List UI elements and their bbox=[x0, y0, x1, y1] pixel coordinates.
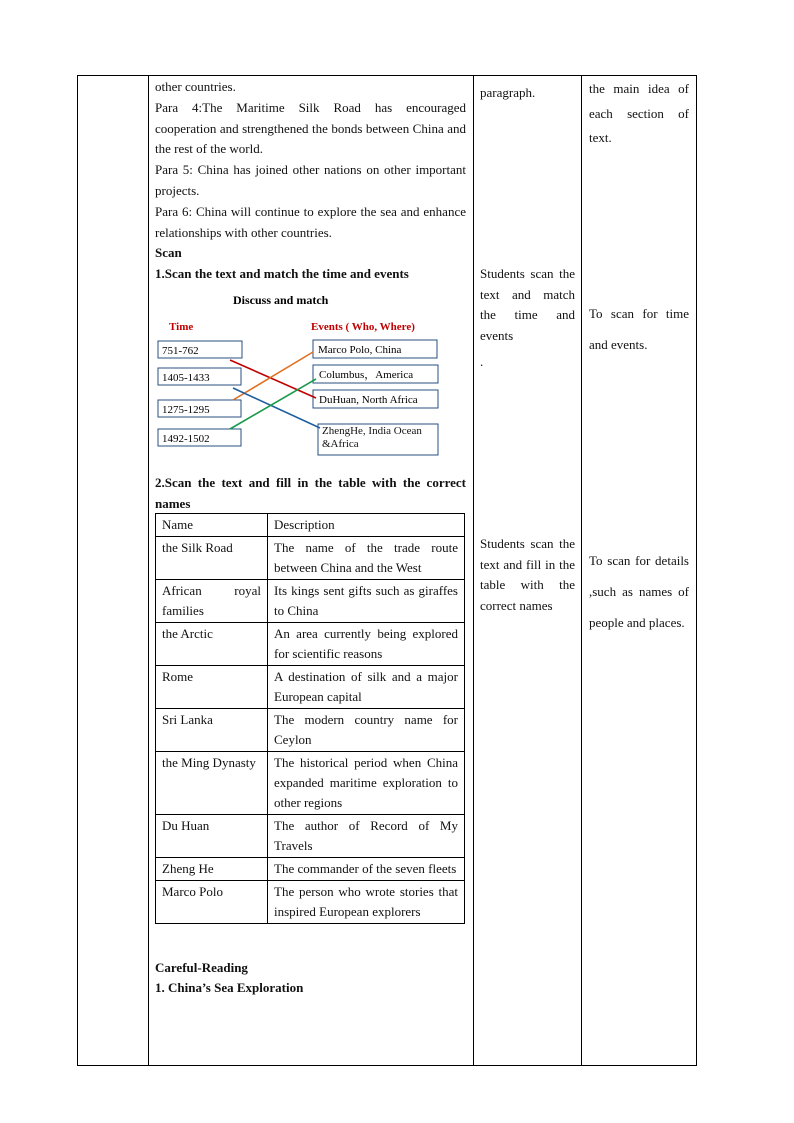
time-label: 1492-1502 bbox=[162, 433, 210, 445]
student-activity-3: Students scan the text and fill in the table with the correct names bbox=[480, 536, 575, 614]
event-label: DuHuan, North Africa bbox=[319, 394, 418, 406]
diagram-title: Discuss and match bbox=[233, 293, 329, 307]
table-bottom-border bbox=[77, 1065, 697, 1066]
names-table bbox=[155, 513, 465, 924]
student-activity-2: Students scan the text and match the time and events bbox=[480, 266, 575, 344]
event-label: ZhengHe, India Ocean &Africa bbox=[322, 425, 422, 450]
description-cell: The historical period when China expanded maritime exploration to other regions bbox=[268, 752, 465, 815]
match-diagram bbox=[0, 0, 794, 470]
events-header: Events ( Who, Where) bbox=[311, 321, 415, 333]
table-row bbox=[156, 709, 465, 752]
table-row bbox=[156, 858, 465, 881]
table-row bbox=[156, 752, 465, 815]
name-cell: the Arctic bbox=[156, 623, 268, 666]
name-cell: Du Huan bbox=[156, 815, 268, 858]
careful-reading-item: 1. China’s Sea Exploration bbox=[155, 980, 304, 995]
name-cell: African royal families bbox=[156, 580, 268, 623]
table-row bbox=[156, 537, 465, 580]
table-row bbox=[156, 580, 465, 623]
name-cell: Sri Lanka bbox=[156, 709, 268, 752]
scan-heading: Scan bbox=[155, 245, 182, 261]
time-label: 751-762 bbox=[162, 345, 199, 357]
summary-para4: Para 4:The Maritime Silk Road has encouraged cooperation and strengthened the bonds between China and the rest of the world. bbox=[155, 99, 466, 157]
header-description: Description bbox=[268, 514, 465, 537]
name-cell: Zheng He bbox=[156, 858, 268, 881]
table-row bbox=[156, 666, 465, 709]
task1-heading: 1.Scan the text and match the time and events bbox=[155, 266, 409, 282]
name-cell: the Ming Dynasty bbox=[156, 752, 268, 815]
student-activity-1: paragraph. bbox=[480, 85, 536, 100]
student-activity-dot: . bbox=[480, 354, 484, 369]
description-cell: An area currently being explored for scientific reasons bbox=[268, 623, 465, 666]
description-cell: The modern country name for Ceylon bbox=[268, 709, 465, 752]
match-line-green bbox=[230, 379, 316, 429]
table-header-row bbox=[156, 514, 465, 537]
description-cell: The name of the trade route between China and the West bbox=[268, 537, 465, 580]
time-label: 1405-1433 bbox=[162, 372, 210, 384]
summary-para5: Para 5: China has joined other nations on other important projects. bbox=[155, 162, 466, 198]
purpose-2: To scan for time and events. bbox=[589, 306, 689, 352]
description-cell: The author of Record of My Travels bbox=[268, 815, 465, 858]
careful-reading-heading: Careful-Reading bbox=[155, 960, 248, 975]
table-row bbox=[156, 815, 465, 858]
event-label: Columbus，America bbox=[319, 369, 414, 381]
task2-heading: 2.Scan the text and fill in the table with the correct names bbox=[155, 475, 466, 511]
header-name: Name bbox=[156, 514, 268, 537]
description-cell: The commander of the seven fleets bbox=[268, 858, 465, 881]
description-cell: The person who wrote stories that inspired European explorers bbox=[268, 881, 465, 924]
summary-line: other countries. bbox=[155, 79, 236, 94]
purpose-3: To scan for details ,such as names of people and places. bbox=[589, 553, 689, 630]
description-cell: A destination of silk and a major European capital bbox=[268, 666, 465, 709]
table-row bbox=[156, 881, 465, 924]
purpose-1: the main idea of each section of text. bbox=[589, 81, 689, 146]
name-cell: Marco Polo bbox=[156, 881, 268, 924]
name-cell: Rome bbox=[156, 666, 268, 709]
time-header: Time bbox=[169, 321, 194, 333]
event-label: Marco Polo, China bbox=[318, 344, 402, 356]
name-cell: the Silk Road bbox=[156, 537, 268, 580]
time-label: 1275-1295 bbox=[162, 404, 210, 416]
table-row bbox=[156, 623, 465, 666]
summary-para6: Para 6: China will continue to explore the sea and enhance relationships with other countries. bbox=[155, 203, 466, 240]
description-cell: Its kings sent gifts such as giraffes to China bbox=[268, 580, 465, 623]
